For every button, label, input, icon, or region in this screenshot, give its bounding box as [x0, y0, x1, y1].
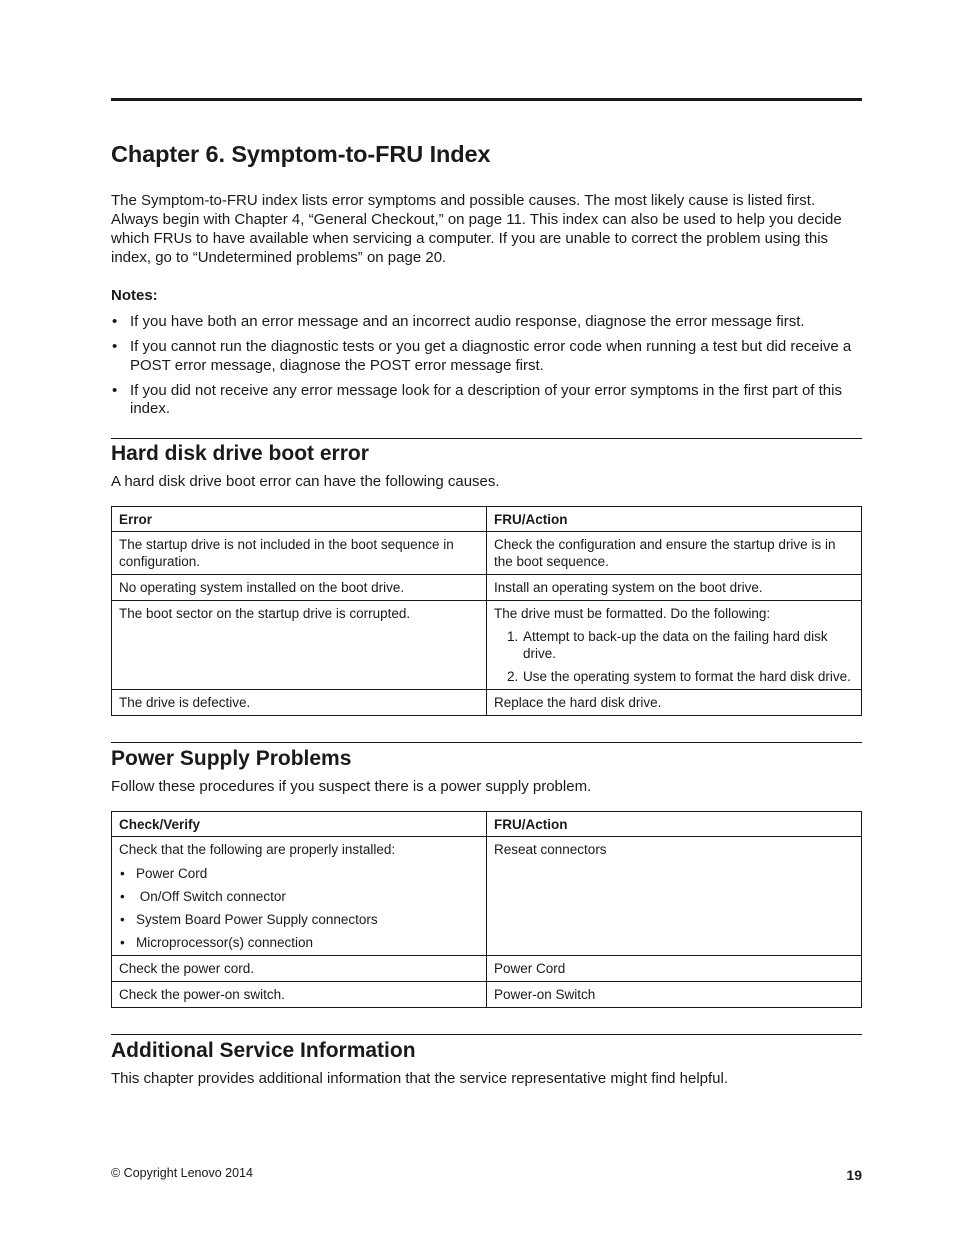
- table-row: [112, 981, 862, 1007]
- table-header-row: [112, 506, 862, 531]
- step-item: 2. Use the operating system to format the hard disk drive.: [522, 668, 854, 685]
- note-item: • If you did not receive any error message look for a description of your error symptoms in the first part of this index.: [111, 382, 862, 419]
- section-title-additional: Additional Service Information: [111, 1038, 416, 1062]
- section-rule: [111, 438, 862, 439]
- check-item: • On/Off Switch connector: [119, 888, 479, 905]
- section-intro-power: Follow these procedures if you suspect there is a power supply problem.: [111, 777, 592, 795]
- notes-title: Notes:: [111, 287, 158, 304]
- table-row: [112, 531, 862, 574]
- section-title-hdd: Hard disk drive boot error: [111, 441, 369, 465]
- table-cell: The drive is defective.: [112, 689, 487, 715]
- step-item: 1. Attempt to back-up the data on the failing hard disk drive.: [522, 628, 854, 662]
- table-cell: The boot sector on the startup drive is corrupted.: [112, 600, 487, 689]
- table-cell: Power-on Switch: [487, 981, 862, 1007]
- table-cell: [112, 836, 487, 955]
- check-text: Check that the following are properly installed:: [119, 841, 396, 857]
- table-row: [112, 574, 862, 600]
- section-intro-hdd: A hard disk drive boot error can have the following causes.: [111, 472, 500, 490]
- hdd-table: [111, 506, 862, 716]
- table-cell: [487, 600, 862, 689]
- table-row: [112, 836, 862, 955]
- chapter-intro: The Symptom-to-FRU index lists error symptoms and possible causes. The most likely cause is listed first. Always begin with Chapter 4, “General Checkout,” on page 11. This index can also be used to help you decide which FRUs to have available when servicing a computer. If you are unable to correct the problem using this index, go to “Undetermined problems” on page 20.: [111, 192, 842, 266]
- page-number: 19: [846, 1167, 862, 1183]
- section-intro-additional: This chapter provides additional information that the service representative might find helpful.: [111, 1069, 728, 1087]
- table-cell: Check the configuration and ensure the startup drive is in the boot sequence.: [487, 531, 862, 574]
- check-item: • Microprocessor(s) connection: [119, 934, 479, 951]
- table-cell: Reseat connectors: [487, 836, 862, 955]
- page-content: [111, 98, 862, 1088]
- table-header-cell: FRU/Action: [487, 506, 862, 531]
- notes-list: [111, 313, 862, 419]
- table-row: [112, 600, 862, 689]
- note-item: • If you cannot run the diagnostic tests or you get a diagnostic error code when running a test but did receive a POST error message, diagnose the POST error message first.: [111, 338, 862, 375]
- footer-copyright: © Copyright Lenovo 2014: [111, 1166, 253, 1180]
- table-header-cell: Error: [112, 506, 487, 531]
- table-cell: No operating system installed on the boot drive.: [112, 574, 487, 600]
- table-row: [112, 689, 862, 715]
- chapter-title: Chapter 6. Symptom-to-FRU Index: [111, 141, 491, 167]
- section-title-power: Power Supply Problems: [111, 746, 352, 770]
- power-table: [111, 811, 862, 1008]
- table-header-cell: Check/Verify: [112, 811, 487, 836]
- section-rule: [111, 742, 862, 743]
- table-cell: Power Cord: [487, 955, 862, 981]
- note-item: • If you have both an error message and an incorrect audio response, diagnose the error message first.: [111, 313, 862, 332]
- section-rule: [111, 1034, 862, 1035]
- check-item: • Power Cord: [119, 865, 479, 882]
- check-item: • System Board Power Supply connectors: [119, 911, 479, 928]
- check-items-list: [119, 865, 479, 951]
- table-cell: Replace the hard disk drive.: [487, 689, 862, 715]
- table-header-cell: FRU/Action: [487, 811, 862, 836]
- table-cell: Check the power-on switch.: [112, 981, 487, 1007]
- table-row: [112, 955, 862, 981]
- table-cell: The startup drive is not included in the boot sequence in configuration.: [112, 531, 487, 574]
- action-text: The drive must be formatted. Do the following:: [494, 605, 771, 621]
- table-cell: Check the power cord.: [112, 955, 487, 981]
- table-cell: Install an operating system on the boot drive.: [487, 574, 862, 600]
- table-header-row: [112, 811, 862, 836]
- steps-list: [494, 628, 854, 685]
- chapter-top-rule: [111, 98, 862, 101]
